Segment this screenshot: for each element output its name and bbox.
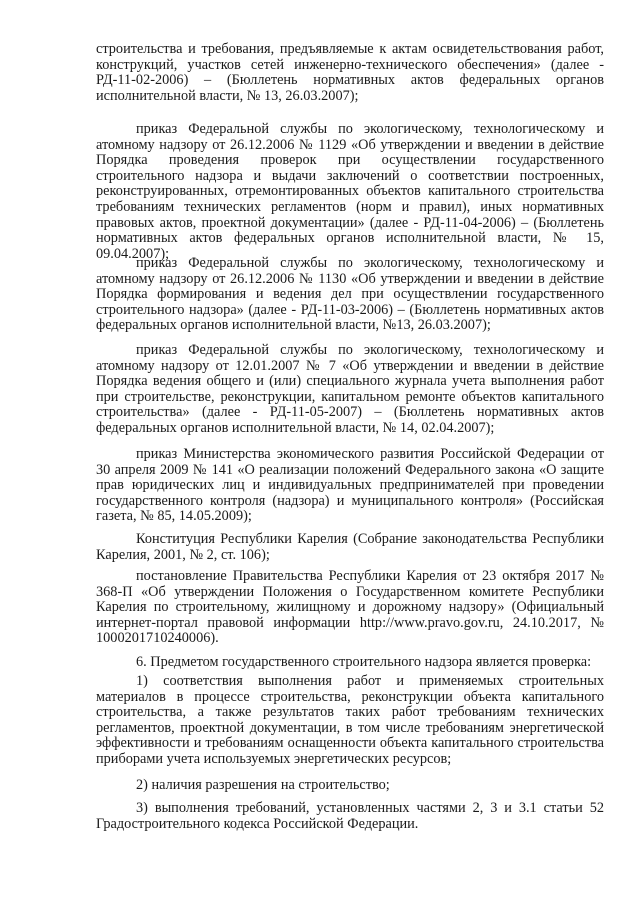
paragraph-text: 1) соответствия выполнения работ и применяемых строительных материалов в процессе строительства, реконструкции объекта капитального строительства, а также результатов таких работ требованиям технических регламентов, проектной документации, в том числе требованиям энергетической эффективности и требованиям оснащенности объекта капитального строительства приборами учета используемых энергетических ресурсов;	[96, 673, 604, 767]
paragraph-subitem-2	[96, 778, 604, 794]
paragraph-text: 6. Предметом государственного строительного надзора является проверка:	[136, 654, 592, 670]
paragraph-text: Конституция Республики Карелия (Собрание законодательства Республики Карелия, 2001, № 2, ст. 106);	[96, 531, 604, 563]
paragraph-constitution	[96, 532, 604, 563]
paragraph-text: приказ Федеральной службы по экологическому, технологическому и атомному надзору от 26.12.2006 № 1130 «Об утверждении и введении в действие Порядка формирования и ведения дел при осуществлении государственного строительного надзора» (далее - РД-11-03-2006) – (Бюллетень нормативных актов федеральных органов исполнительной власти, №13, 26.03.2007);	[96, 255, 604, 334]
paragraph-resolution-368	[96, 569, 604, 647]
paragraph-text: приказ Министерства экономического развития Российской Федерации от 30 апреля 2009 № 141 «О реализации положений Федерального закона «О защите прав юридических лиц и индивидуальных предпринимателей при проведении государственного контроля (надзора) и муниципального контроля» (Российская газета, № 85, 14.05.2009);	[96, 446, 604, 525]
paragraph-order-7	[96, 343, 604, 437]
paragraph-text: приказ Федеральной службы по экологическому, технологическому и атомному надзору от 26.12.2006 № 1129 «Об утверждении и введении в действие Порядка проведения проверок при осуществлении государственного строительного надзора и выдачи заключений о соответствии построенных, реконструированных, отремонтированных объектов капитального строительства требованиям технических регламентов (норм и правил), иных нормативных правовых актов, проектной документации» (далее - РД-11-04-2006) – (Бюллетень нормативных актов федеральных органов исполнительной власти, № 15, 09.04.2007);	[96, 121, 604, 262]
paragraph-text: 2) наличия разрешения на строительство;	[136, 777, 390, 793]
paragraph-item-6	[96, 655, 604, 671]
paragraph-order-1129	[96, 122, 604, 262]
paragraph-order-1130	[96, 256, 604, 334]
paragraph-text: строительства и требования, предъявляемые к актам освидетельствования работ, конструкций, участков сетей инженерно-технического обеспечения» (далее - РД-11-02-2006) – (Бюллетень нормативных актов федеральных органов исполнительной власти, № 13, 26.03.2007);	[96, 41, 604, 104]
paragraph-subitem-3	[96, 801, 604, 832]
paragraph-continuation	[96, 42, 604, 104]
paragraph-text: приказ Федеральной службы по экологическому, технологическому и атомному надзору от 12.01.2007 № 7 «Об утверждении и введении в действие Порядка ведения общего и (или) специального журнала учета выполнения работ при строительстве, реконструкции, капитальном ремонте объектов капитального строительства» (далее - РД-11-05-2007) – (Бюллетень нормативных актов федеральных органов исполнительной власти, № 14, 02.04.2007);	[96, 342, 604, 436]
paragraph-order-141	[96, 447, 604, 525]
paragraph-text: постановление Правительства Республики Карелия от 23 октября 2017 № 368-П «Об утверждении Положения о Государственном комитете Республики Карелия по строительному, жилищному и дорожному надзору» (Официальный интернет-портал правовой информации http://www.pravo.gov.ru, 24.10.2017, № 1000201710240006).	[96, 568, 604, 647]
paragraph-subitem-1	[96, 674, 604, 768]
paragraph-text: 3) выполнения требований, установленных частями 2, 3 и 3.1 статьи 52 Градостроительного кодекса Российской Федерации.	[96, 800, 604, 832]
